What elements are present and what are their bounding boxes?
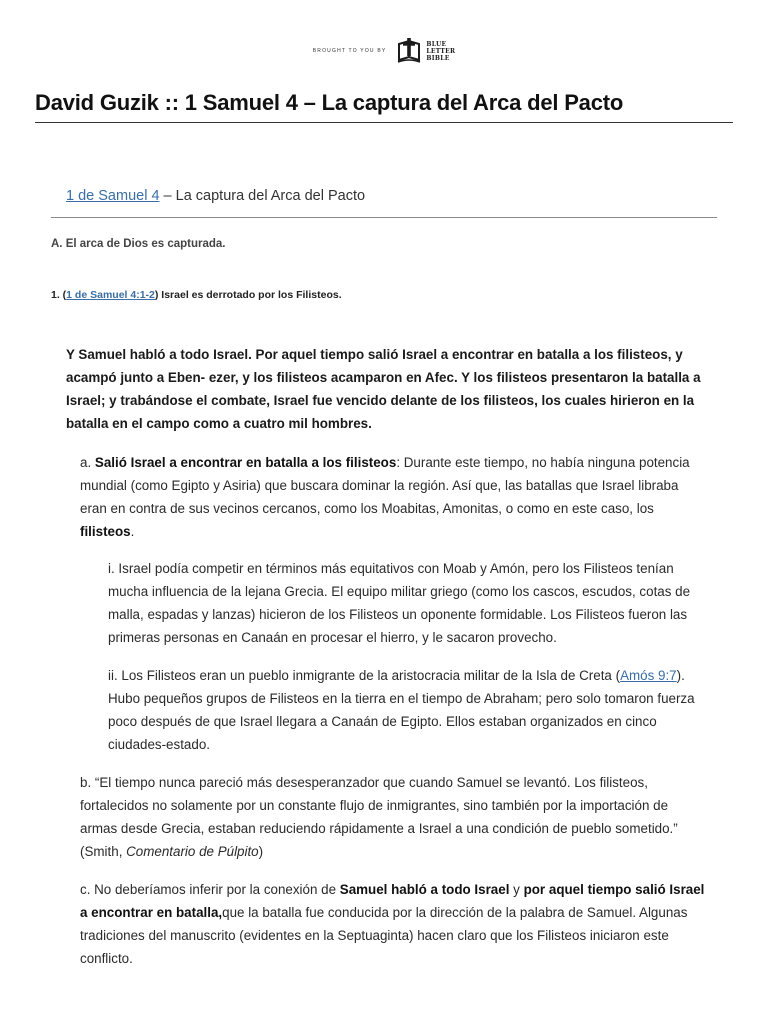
para-prefix: a. (80, 455, 95, 470)
para-text: ii. Los Filisteos eran un pueblo inmigrante de la aristocracia militar de la Isla de Creta ( (108, 668, 621, 683)
commentary-paragraph-a (80, 451, 706, 543)
scripture-reference-link[interactable]: Amós 9:7 (620, 668, 677, 683)
brand-wordmark (426, 41, 455, 62)
para-italic-source: Comentario de Púlpito (126, 844, 259, 859)
para-bold-word: filisteos (80, 524, 131, 539)
commentary-paragraph-c (80, 878, 706, 970)
para-text: ). Hubo pequeños grupos de Filisteos en la tierra en el tiempo de Abraham; pero solo tomaron fuerza poco después de que Israel llegara a Canaán de Egipto. Ellos estaban organizados en cinco ciudades-estado. (108, 668, 695, 752)
brand-header[interactable] (0, 34, 768, 68)
document-title: David Guzik :: 1 Samuel 4 – La captura del Arca del Pacto (35, 90, 624, 115)
chapter-subtitle: – La captura del Arca del Pacto (159, 188, 366, 204)
commentary-paragraph-b (80, 771, 706, 863)
blue-letter-bible-logo-icon (396, 36, 422, 66)
para-text: que la batalla fue conducida por la dirección de la palabra de Samuel. Algunas tradiciones del manuscrito (evidentes en la Septuaginta) hacen claro que los Filisteos iniciaron este conflicto. (80, 905, 688, 966)
point-heading-1 (51, 289, 342, 301)
para-end: . (130, 524, 135, 539)
para-text: : Durante este tiempo, no había ninguna potencia mundial (como Egipto y Asiria) que buscara dominar la región. Así que, las batallas que Israel libraba eran en contra de sus vecinos cercanos, como los Moabitas, Amonitas, o como en este caso, los (80, 455, 690, 516)
commentary-paragraph-a-ii (108, 664, 706, 756)
chapter-link[interactable]: 1 de Samuel 4 (66, 188, 160, 204)
chapter-heading (66, 186, 365, 206)
para-bold-phrase: Samuel habló a todo Israel (339, 882, 510, 897)
para-text: y (509, 882, 524, 897)
para-bold-phrase: por aquel tiempo salió Israel a encontrar en batalla, (80, 882, 705, 920)
para-bold-phrase: Salió Israel a encontrar en batalla a los filisteos (94, 455, 397, 470)
scripture-reference-link[interactable]: 1 de Samuel 4:1-2 (66, 289, 155, 301)
point-suffix: ) Israel es derrotado por los Filisteos. (154, 289, 342, 301)
para-text: b. “El tiempo nunca pareció más desesperanzador que cuando Samuel se levantó. Los filisteos, fortalecidos no solamente por un constante flujo de inmigrantes, sino también por la importación de armas desde Grecia, estaban reduciendo rápidamente a Israel a una condición de pueblo sometido.” (Smith, (80, 775, 678, 859)
point-prefix: 1. ( (51, 289, 67, 301)
scripture-verse-text: Y Samuel habló a todo Israel. Por aquel tiempo salió Israel a encontrar en batalla a los filisteos, y acampó junto a Eben- ezer, y los filisteos acamparon en Afec. Y los filisteos presentaron la batalla a Israel; y trabándose el combate, Israel fue vencido delante de los filisteos, los cuales hirieron en la batalla en el campo como a cuatro mil hombres. (66, 347, 701, 431)
chapter-divider (51, 217, 717, 218)
title-divider (35, 122, 733, 123)
brought-to-you-by-text: BROUGHT TO YOU BY (312, 48, 387, 54)
brand-line: LETTER (426, 47, 456, 55)
para-end: ) (258, 844, 264, 859)
brand-line: BIBLE (426, 54, 450, 62)
para-text: c. No deberíamos inferir por la conexión de (80, 882, 340, 897)
brand-line: BLUE (426, 40, 447, 48)
commentary-paragraph-a-i: i. Israel podía competir en términos más equitativos con Moab y Amón, pero los Filisteos tenían mucha influencia de la lejana Grecia. El equipo militar griego (como los cascos, escudos, cotas de malla, espadas y lanzas) hicieron de los Filisteos un oponente formidable. Los Filisteos fueron las primeras personas en Canaán en procesar el hierro, y le sacaron provecho. (108, 561, 691, 645)
section-heading-a: A. El arca de Dios es capturada. (51, 238, 226, 250)
